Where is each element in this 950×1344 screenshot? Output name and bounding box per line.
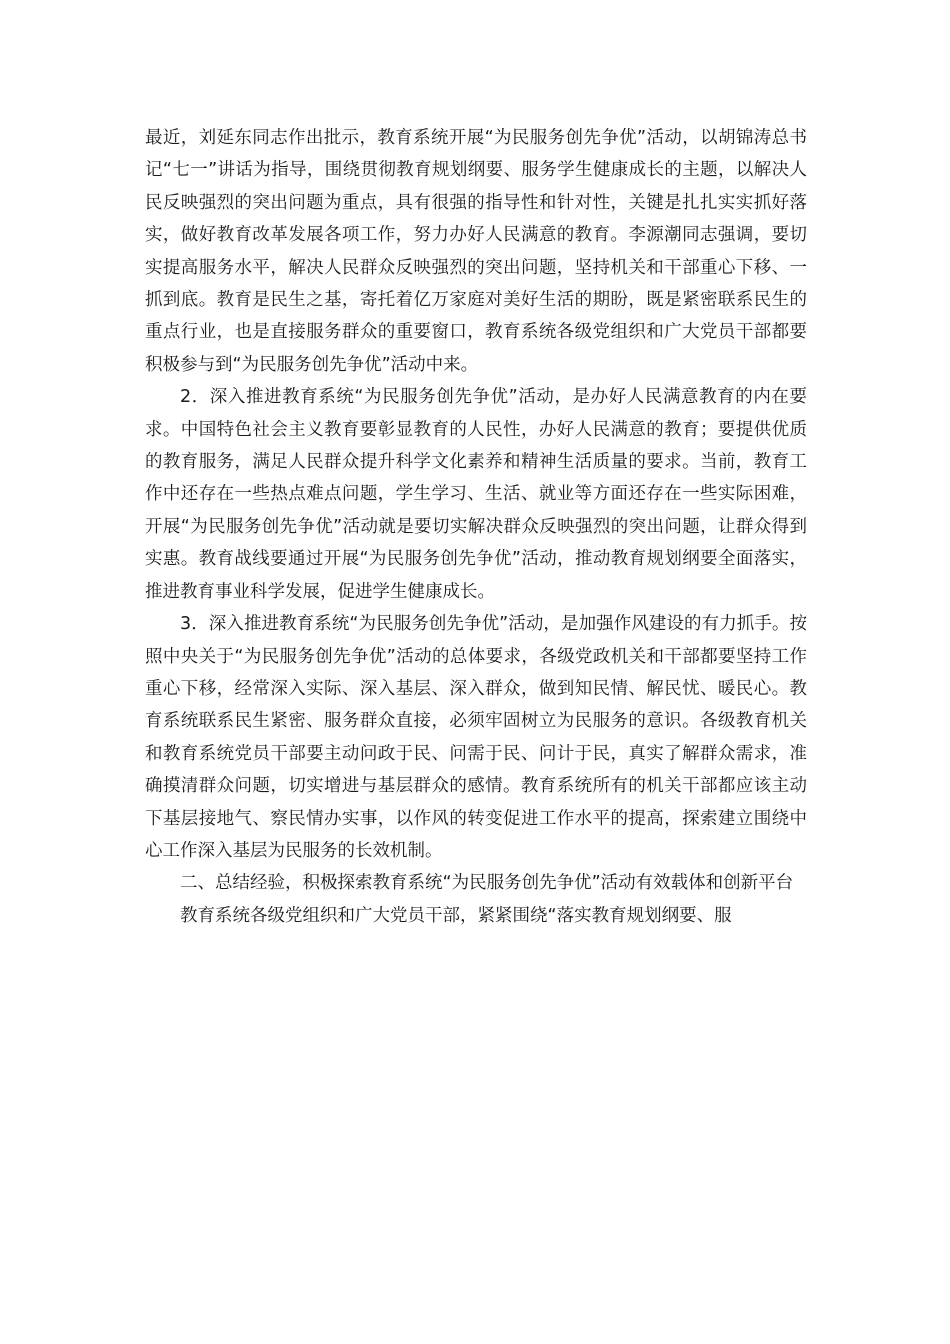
paragraph-intro: 最近，刘延东同志作出批示，教育系统开展“为民服务创先争优”活动，以胡锦涛总书记“七一”讲话为指导，围绕贯彻教育规划纲要、服务学生健康成长的主题，以解决人民反映强烈的突出问题为重点，具有很强的指导性和针对性，关键是扎扎实实抓好落实，做好教育改革发展各项工作，努力办好人民满意的教育。李源潮同志强调，要切实提高服务水平，解决人民群众反映强烈的突出问题，坚持机关和干部重心下移、一抓到底。教育是民生之基，寄托着亿万家庭对美好生活的期盼，既是紧密联系民生的重点行业，也是直接服务群众的重要窗口，教育系统各级党组织和广大党员干部都要积极参与到“为民服务创先争优”活动中来。 — [145, 128, 807, 375]
paragraph-section-2-start: 教育系统各级党组织和广大党员干部，紧紧围绕“落实教育规划纲要、服 — [180, 905, 732, 926]
document-body — [145, 122, 807, 932]
paragraph-point-2: 2．深入推进教育系统“为民服务创先争优”活动，是办好人民满意教育的内在要求。中国特色社会主义教育要彰显教育的人民性，办好人民满意的教育；要提供优质的教育服务，满足人民群众提升科学文化素养和精神生活质量的要求。当前，教育工作中还存在一些热点难点问题，学生学习、生活、就业等方面还存在一些实际困难，开展“为民服务创先争优”活动就是要切实解决群众反映强烈的突出问题，让群众得到实惠。教育战线要通过开展“为民服务创先争优”活动，推动教育规划纲要全面落实，推进教育事业科学发展，促进学生健康成长。 — [145, 387, 807, 602]
section-heading-2: 二、总结经验，积极探索教育系统“为民服务创先争优”活动有效载体和创新平台 — [180, 873, 794, 894]
paragraph-point-3: 3．深入推进教育系统“为民服务创先争优”活动，是加强作风建设的有力抓手。按照中央关于“为民服务创先争优”活动的总体要求，各级党政机关和干部都要坚持工作重心下移，经常深入实际、深入基层、深入群众，做到知民情、解民忧、暖民心。教育系统联系民生紧密、服务群众直接，必须牢固树立为民服务的意识。各级教育机关和教育系统党员干部要主动问政于民、问需于民、问计于民，真实了解群众需求，准确摸清群众问题，切实增进与基层群众的感情。教育系统所有的机关干部都应该主动下基层接地气、察民情办实事，以作风的转变促进工作水平的提高，探索建立围绕中心工作深入基层为民服务的长效机制。 — [145, 614, 807, 861]
